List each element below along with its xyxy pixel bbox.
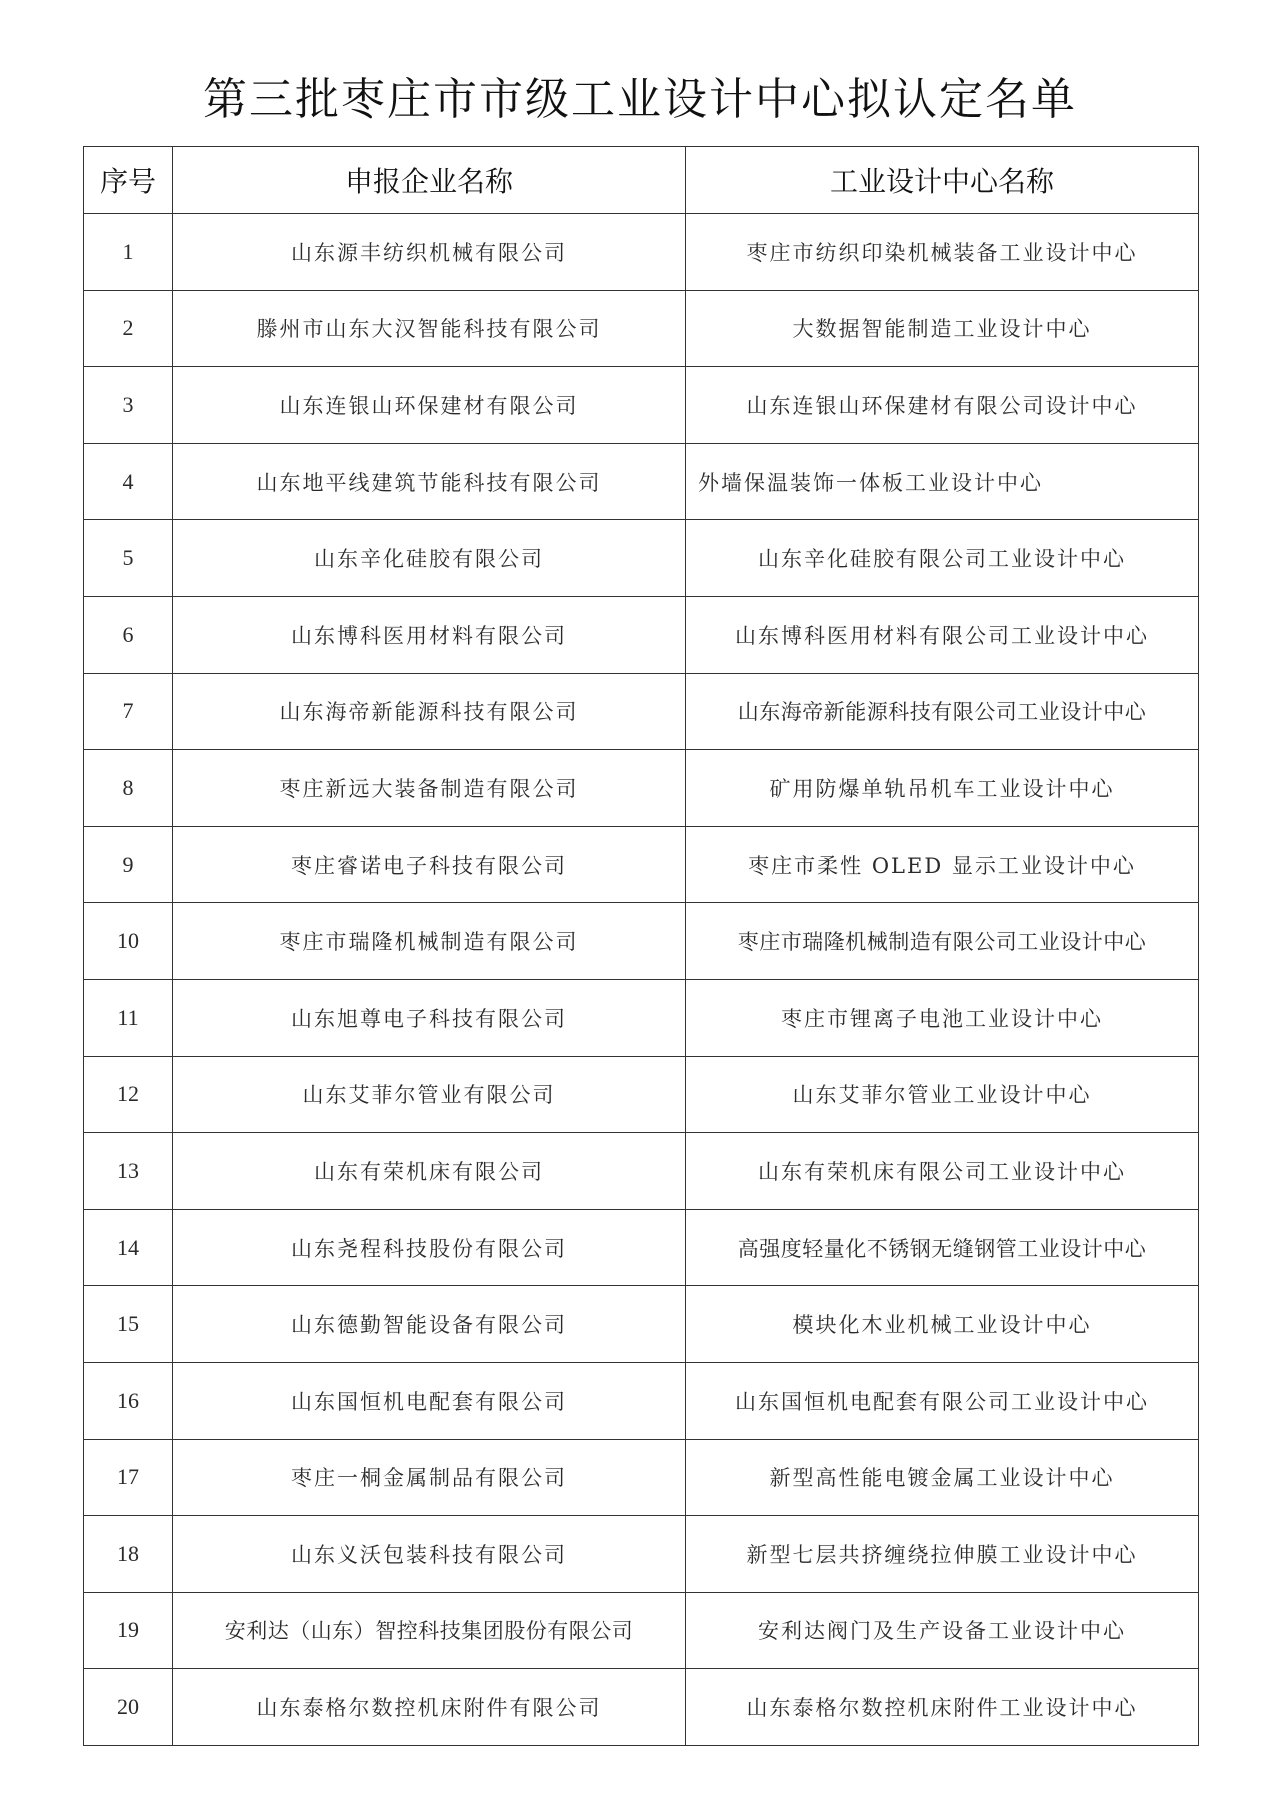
company-name: 枣庄一桐金属制品有限公司 [173,1439,686,1516]
company-name: 山东艾菲尔管业有限公司 [173,1056,686,1133]
table-row [84,1133,1199,1210]
design-center-name: 山东海帝新能源科技有限公司工业设计中心 [686,673,1199,750]
design-center-name: 枣庄市锂离子电池工业设计中心 [686,979,1199,1056]
company-name: 山东辛化硅胶有限公司 [173,520,686,597]
company-name: 枣庄睿诺电子科技有限公司 [173,826,686,903]
row-number: 3 [84,367,173,444]
design-center-name: 枣庄市瑞隆机械制造有限公司工业设计中心 [686,903,1199,980]
company-name: 枣庄新远大装备制造有限公司 [173,750,686,827]
table-row [84,1516,1199,1593]
row-number: 19 [84,1592,173,1669]
company-name: 滕州市山东大汉智能科技有限公司 [173,290,686,367]
row-number: 4 [84,443,173,520]
table-row [84,596,1199,673]
design-center-name: 高强度轻量化不锈钢无缝钢管工业设计中心 [686,1209,1199,1286]
company-name: 山东博科医用材料有限公司 [173,596,686,673]
table-row [84,903,1199,980]
company-name: 山东有荣机床有限公司 [173,1133,686,1210]
company-name: 山东连银山环保建材有限公司 [173,367,686,444]
row-number: 13 [84,1133,173,1210]
row-number: 20 [84,1669,173,1746]
design-center-name: 新型高性能电镀金属工业设计中心 [686,1439,1199,1516]
table-row [84,367,1199,444]
company-name: 山东义沃包装科技有限公司 [173,1516,686,1593]
header-center: 工业设计中心名称 [686,147,1199,214]
table-row [84,1362,1199,1439]
company-name: 山东海帝新能源科技有限公司 [173,673,686,750]
recognition-list-table [83,146,1199,1746]
row-number: 14 [84,1209,173,1286]
design-center-name: 山东连银山环保建材有限公司设计中心 [686,367,1199,444]
header-index: 序号 [84,147,173,214]
table-row [84,290,1199,367]
design-center-name: 山东博科医用材料有限公司工业设计中心 [686,596,1199,673]
design-center-name: 大数据智能制造工业设计中心 [686,290,1199,367]
row-number: 15 [84,1286,173,1363]
row-number: 18 [84,1516,173,1593]
table-row [84,443,1199,520]
company-name: 山东泰格尔数控机床附件有限公司 [173,1669,686,1746]
table-row [84,750,1199,827]
design-center-name: 枣庄市柔性 OLED 显示工业设计中心 [686,826,1199,903]
row-number: 17 [84,1439,173,1516]
company-name: 山东国恒机电配套有限公司 [173,1362,686,1439]
table-row [84,1209,1199,1286]
row-number: 7 [84,673,173,750]
design-center-name: 山东有荣机床有限公司工业设计中心 [686,1133,1199,1210]
company-name: 山东尧程科技股份有限公司 [173,1209,686,1286]
table-row [84,1439,1199,1516]
company-name: 山东源丰纺织机械有限公司 [173,214,686,291]
row-number: 6 [84,596,173,673]
design-center-name: 矿用防爆单轨吊机车工业设计中心 [686,750,1199,827]
row-number: 2 [84,290,173,367]
table-row [84,1669,1199,1746]
design-center-name: 外墙保温装饰一体板工业设计中心 [686,443,1199,520]
table-row [84,826,1199,903]
page-title: 第三批枣庄市市级工业设计中心拟认定名单 [203,74,1077,125]
table-row [84,1592,1199,1669]
table-header-row [84,147,1199,214]
table-row [84,1056,1199,1133]
company-name: 山东德勤智能设备有限公司 [173,1286,686,1363]
row-number: 8 [84,750,173,827]
header-company: 申报企业名称 [173,147,686,214]
design-center-name: 新型七层共挤缠绕拉伸膜工业设计中心 [686,1516,1199,1593]
table-row [84,979,1199,1056]
row-number: 11 [84,979,173,1056]
row-number: 9 [84,826,173,903]
design-center-name: 山东泰格尔数控机床附件工业设计中心 [686,1669,1199,1746]
table-row [84,673,1199,750]
row-number: 12 [84,1056,173,1133]
design-center-name: 山东辛化硅胶有限公司工业设计中心 [686,520,1199,597]
design-center-name: 山东国恒机电配套有限公司工业设计中心 [686,1362,1199,1439]
design-center-name: 山东艾菲尔管业工业设计中心 [686,1056,1199,1133]
row-number: 1 [84,214,173,291]
row-number: 10 [84,903,173,980]
row-number: 16 [84,1362,173,1439]
table-row [84,1286,1199,1363]
row-number: 5 [84,520,173,597]
company-name: 枣庄市瑞隆机械制造有限公司 [173,903,686,980]
company-name: 山东旭尊电子科技有限公司 [173,979,686,1056]
table-row [84,520,1199,597]
design-center-name: 枣庄市纺织印染机械装备工业设计中心 [686,214,1199,291]
design-center-name: 模块化木业机械工业设计中心 [686,1286,1199,1363]
company-name: 安利达（山东）智控科技集团股份有限公司 [173,1592,686,1669]
table-row [84,214,1199,291]
design-center-name: 安利达阀门及生产设备工业设计中心 [686,1592,1199,1669]
company-name: 山东地平线建筑节能科技有限公司 [173,443,686,520]
